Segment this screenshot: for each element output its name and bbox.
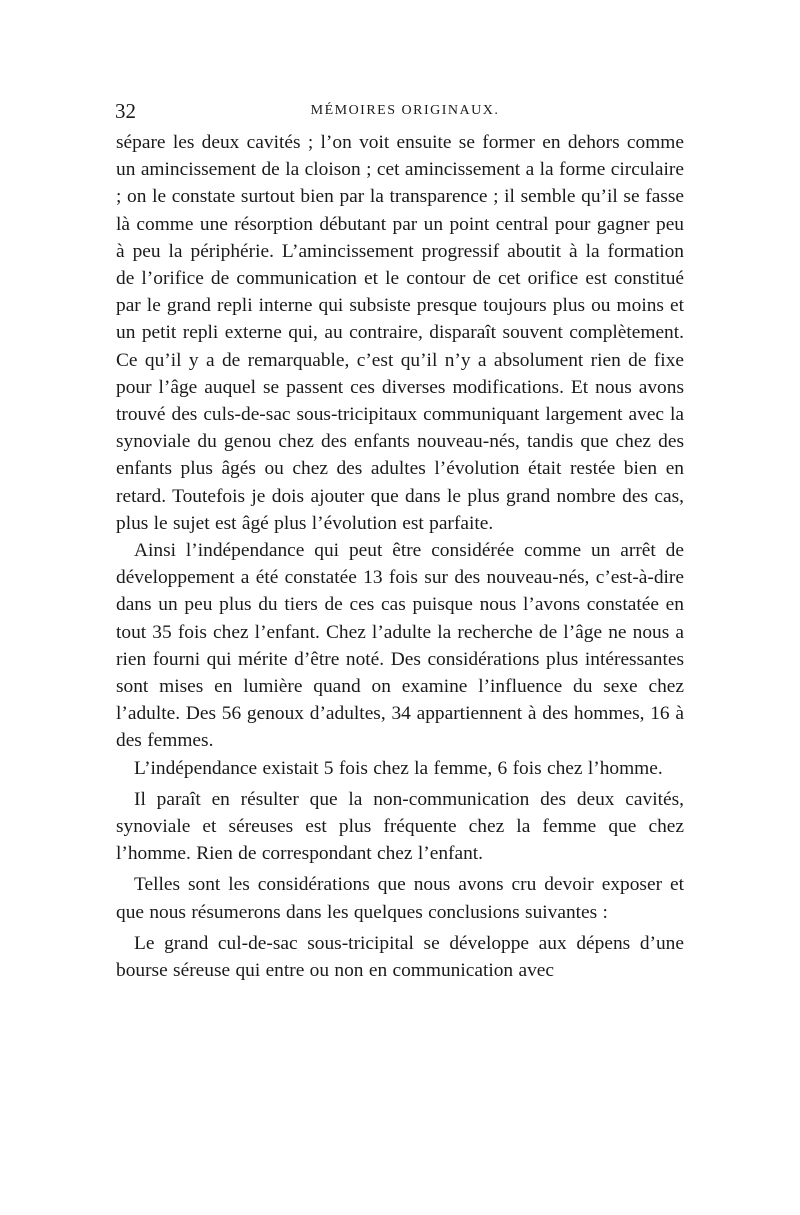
- page-number: 32: [115, 99, 136, 123]
- running-title: MÉMOIRES ORIGINAUX.: [310, 103, 500, 118]
- page-header: [115, 96, 685, 126]
- paragraph-independance: Ainsi l’indépendance qui peut être considérée comme un arrêt de développement a été constatée 13 fois sur des nouveau-nés, c’est-à-dire dans un peu plus du tiers de ces cas puisque nous l’avons constatée en tout 35 fois chez l’enfant. Chez l’adulte la recherche de l’âge ne nous a rien fourni qui mérite d’être noté. Des considérations plus intéressantes sont mises en lumière quand on examine l’influence du sexe chez l’adulte. Des 56 genoux d’adultes, 34 appartiennent à des hommes, 16 à des femmes.: [116, 540, 684, 752]
- body-text: [116, 129, 684, 984]
- paragraph-continued: sépare les deux cavités ; l’on voit ensuite se former en dehors comme un amincissement de la cloison ; cet amincissement a la forme circulaire ; on le constate surtout bien par la transparence ; il semble qu’il se fasse là comme une résorption débutant par un point central pour gagner peu à peu la périphérie. L’amincissement progressif aboutit à la formation de l’orifice de communication et le contour de cet orifice est constitué par le grand repli interne qui subsiste presque toujours plus ou moins et un petit repli externe qui, au contraire, disparaît souvent complètement. Ce qu’il y a de remarquable, c’est qu’il n’y a absolument rien de fixe pour l’âge auquel se passent ces diverses modifications. Et nous avons trouvé des culs-de-sac sous-tricipitaux communiquant largement avec la synoviale du genou chez des enfants nouveau-nés, tandis que chez des enfants plus âgés ou chez des adultes l’évolution était restée bien en retard. Toutefois je dois ajouter que dans le plus grand nombre des cas, plus le sujet est âgé plus l’évolution est parfaite.: [116, 132, 684, 534]
- paragraph-existence: L’indépendance existait 5 fois chez la femme, 6 fois chez l’homme.: [134, 757, 663, 779]
- paragraph-resultat: Il paraît en résulter que la non-communication des deux cavités, synoviale et séreuses est plus fréquente chez la femme que chez l’homme. Rien de correspondant chez l’enfant.: [116, 788, 684, 865]
- paragraph-conclusion: Le grand cul-de-sac sous-tricipital se développe aux dépens d’une bourse séreuse qui entre ou non en communication avec: [116, 932, 684, 982]
- paragraph-considerations: Telles sont les considérations que nous avons cru devoir exposer et que nous résumerons dans les quelques conclusions suivantes :: [116, 874, 684, 923]
